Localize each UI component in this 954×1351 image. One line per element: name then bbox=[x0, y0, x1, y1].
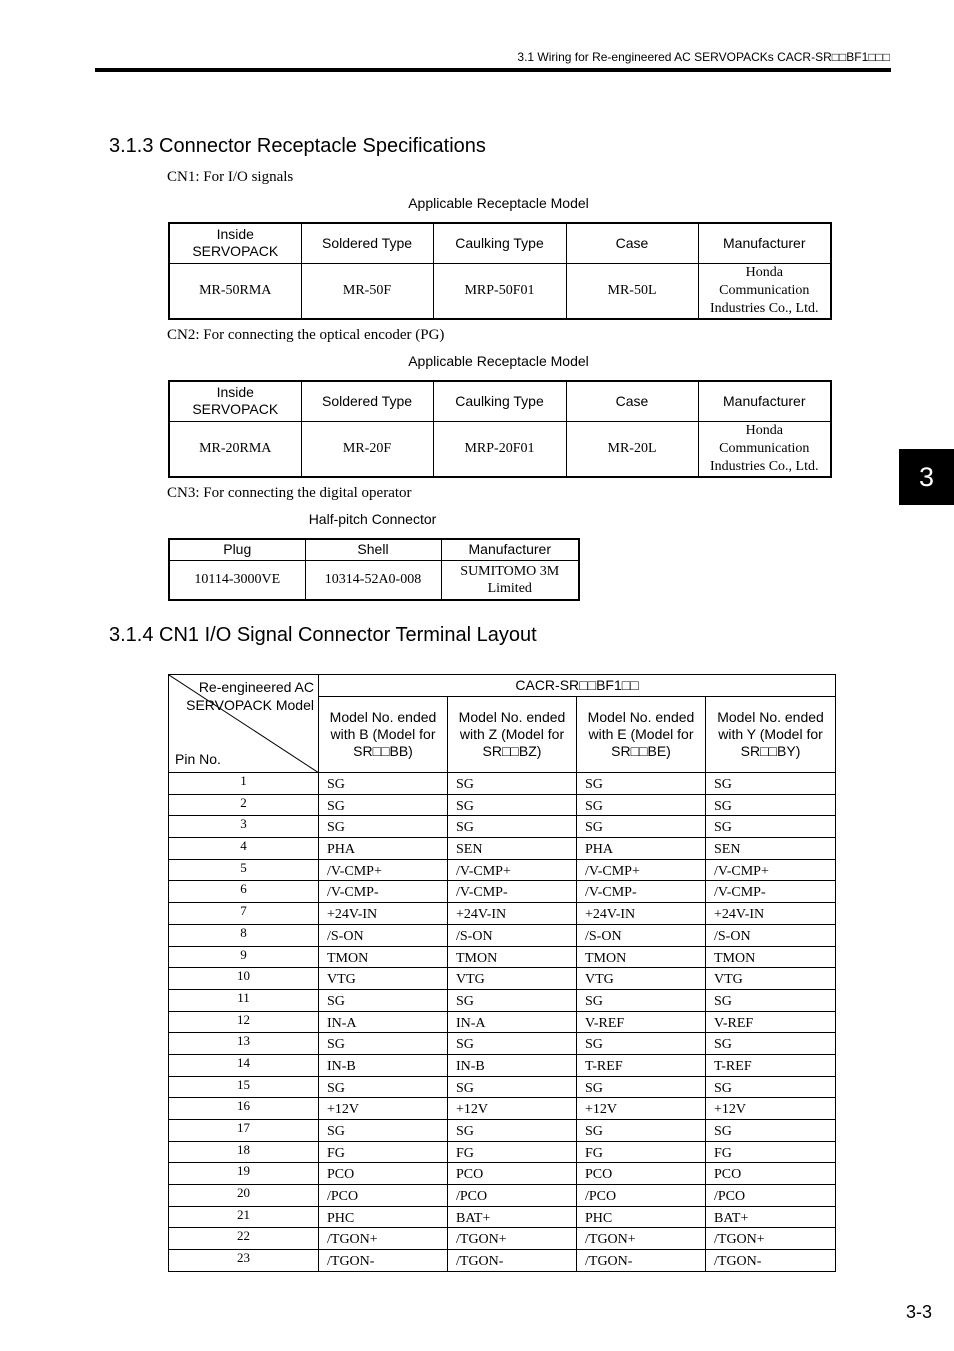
cn2-cell-case: MR-20L bbox=[566, 421, 698, 477]
signal-cell-e: TMON bbox=[577, 946, 706, 968]
signal-cell-y: SG bbox=[706, 794, 836, 816]
signal-cell-e: SG bbox=[577, 794, 706, 816]
signal-cell-y: /PCO bbox=[706, 1185, 836, 1207]
signal-cell-e: +12V bbox=[577, 1098, 706, 1120]
pin-number-cell: 21 bbox=[169, 1206, 319, 1228]
signal-cell-b: SG bbox=[319, 989, 448, 1011]
signal-cell-y: V-REF bbox=[706, 1011, 836, 1033]
pin-number-cell: 10 bbox=[169, 968, 319, 990]
pin-row bbox=[169, 1054, 836, 1076]
signal-cell-y: BAT+ bbox=[706, 1206, 836, 1228]
cn1-cell-inside: MR-50RMA bbox=[169, 263, 301, 319]
model-header-z: Model No. ended with Z (Model for SR□□BZ) bbox=[448, 697, 577, 773]
model-group-header: CACR-SR□□BF1□□ bbox=[319, 675, 836, 697]
corner-header-pin: Pin No. bbox=[175, 751, 221, 767]
model-header-b: Model No. ended with B (Model for SR□□BB) bbox=[319, 697, 448, 773]
pin-number-cell: 22 bbox=[169, 1228, 319, 1250]
pin-number-cell: 11 bbox=[169, 989, 319, 1011]
signal-cell-b: VTG bbox=[319, 968, 448, 990]
pin-number-cell: 12 bbox=[169, 1011, 319, 1033]
cn1-table bbox=[168, 222, 832, 320]
cn2-header-manufacturer: Manufacturer bbox=[698, 381, 831, 421]
signal-cell-y: SG bbox=[706, 989, 836, 1011]
cn3-cell-plug: 10114-3000VE bbox=[169, 560, 305, 600]
signal-cell-z: BAT+ bbox=[448, 1206, 577, 1228]
pin-row bbox=[169, 1250, 836, 1272]
signal-cell-z: SG bbox=[448, 1120, 577, 1142]
cn3-cell-shell: 10314-52A0-008 bbox=[305, 560, 441, 600]
signal-cell-b: SG bbox=[319, 1076, 448, 1098]
signal-cell-b: SG bbox=[319, 816, 448, 838]
signal-cell-z: /V-CMP- bbox=[448, 881, 577, 903]
signal-cell-e: PHC bbox=[577, 1206, 706, 1228]
cn1-header-soldered: Soldered Type bbox=[301, 223, 433, 263]
signal-cell-y: SEN bbox=[706, 838, 836, 860]
signal-cell-e: SG bbox=[577, 773, 706, 795]
signal-cell-e: SG bbox=[577, 989, 706, 1011]
pin-row bbox=[169, 881, 836, 903]
pin-number-cell: 8 bbox=[169, 924, 319, 946]
cn2-table bbox=[168, 380, 832, 478]
signal-cell-y: SG bbox=[706, 1120, 836, 1142]
corner-header-model: Re-engineered AC SERVOPACK Model bbox=[186, 679, 314, 713]
model-header-e: Model No. ended with E (Model for SR□□BE) bbox=[577, 697, 706, 773]
cn3-caption: CN3: For connecting the digital operator bbox=[167, 485, 412, 501]
pin-row bbox=[169, 859, 836, 881]
signal-cell-e: T-REF bbox=[577, 1054, 706, 1076]
signal-cell-y: TMON bbox=[706, 946, 836, 968]
signal-cell-z: /S-ON bbox=[448, 924, 577, 946]
signal-cell-z: PCO bbox=[448, 1163, 577, 1185]
signal-cell-e: /TGON+ bbox=[577, 1228, 706, 1250]
signal-cell-b: /S-ON bbox=[319, 924, 448, 946]
signal-cell-b: IN-B bbox=[319, 1054, 448, 1076]
signal-cell-e: PHA bbox=[577, 838, 706, 860]
signal-cell-z: +24V-IN bbox=[448, 903, 577, 925]
signal-cell-b: /TGON- bbox=[319, 1250, 448, 1272]
pin-row bbox=[169, 1163, 836, 1185]
cn1-header-inside: Inside SERVOPACK bbox=[169, 223, 301, 263]
pin-number-cell: 13 bbox=[169, 1033, 319, 1055]
signal-cell-e: /TGON- bbox=[577, 1250, 706, 1272]
cn3-table-caption: Half-pitch Connector bbox=[308, 511, 437, 527]
running-header: 3.1 Wiring for Re-engineered AC SERVOPACKs CACR-SR□□BF1□□□ bbox=[517, 50, 890, 64]
pin-number-cell: 4 bbox=[169, 838, 319, 860]
pin-number-cell: 2 bbox=[169, 794, 319, 816]
cn2-caption: CN2: For connecting the optical encoder (PG) bbox=[167, 327, 445, 343]
cn1-cell-manufacturer: Honda Communication Industries Co., Ltd. bbox=[698, 263, 831, 319]
cn2-cell-manufacturer: Honda Communication Industries Co., Ltd. bbox=[698, 421, 831, 477]
signal-cell-z: /PCO bbox=[448, 1185, 577, 1207]
signal-cell-z: TMON bbox=[448, 946, 577, 968]
signal-cell-e: V-REF bbox=[577, 1011, 706, 1033]
pin-number-cell: 15 bbox=[169, 1076, 319, 1098]
signal-cell-z: SG bbox=[448, 794, 577, 816]
cn1-cell-caulking: MRP-50F01 bbox=[433, 263, 566, 319]
pin-row bbox=[169, 946, 836, 968]
cn1-caption: CN1: For I/O signals bbox=[167, 169, 294, 185]
signal-cell-b: +12V bbox=[319, 1098, 448, 1120]
pin-number-cell: 23 bbox=[169, 1250, 319, 1272]
signal-cell-z: +12V bbox=[448, 1098, 577, 1120]
cn2-cell-inside: MR-20RMA bbox=[169, 421, 301, 477]
pin-number-cell: 9 bbox=[169, 946, 319, 968]
signal-cell-z: VTG bbox=[448, 968, 577, 990]
chapter-tab: 3 bbox=[899, 449, 954, 505]
signal-cell-b: FG bbox=[319, 1141, 448, 1163]
cn2-header-soldered: Soldered Type bbox=[301, 381, 433, 421]
pin-number-cell: 1 bbox=[169, 773, 319, 795]
signal-cell-y: /S-ON bbox=[706, 924, 836, 946]
pin-row bbox=[169, 968, 836, 990]
cn3-header-manufacturer: Manufacturer bbox=[441, 539, 579, 560]
signal-cell-y: FG bbox=[706, 1141, 836, 1163]
signal-cell-b: /TGON+ bbox=[319, 1228, 448, 1250]
pin-row bbox=[169, 903, 836, 925]
signal-cell-b: /PCO bbox=[319, 1185, 448, 1207]
cn2-cell-soldered: MR-20F bbox=[301, 421, 433, 477]
corner-header-cell bbox=[169, 675, 319, 773]
signal-cell-z: SEN bbox=[448, 838, 577, 860]
signal-cell-e: /PCO bbox=[577, 1185, 706, 1207]
signal-cell-e: +24V-IN bbox=[577, 903, 706, 925]
signal-cell-e: /V-CMP+ bbox=[577, 859, 706, 881]
pin-number-cell: 18 bbox=[169, 1141, 319, 1163]
signal-cell-z: /TGON+ bbox=[448, 1228, 577, 1250]
pin-number-cell: 17 bbox=[169, 1120, 319, 1142]
signal-cell-b: /V-CMP+ bbox=[319, 859, 448, 881]
pin-number-cell: 19 bbox=[169, 1163, 319, 1185]
pin-number-cell: 5 bbox=[169, 859, 319, 881]
pin-row bbox=[169, 838, 836, 860]
cn1-pin-layout-table bbox=[168, 674, 836, 1272]
pin-row bbox=[169, 1033, 836, 1055]
pin-row bbox=[169, 1228, 836, 1250]
signal-cell-e: /V-CMP- bbox=[577, 881, 706, 903]
signal-cell-z: SG bbox=[448, 816, 577, 838]
pin-row bbox=[169, 1185, 836, 1207]
signal-cell-y: SG bbox=[706, 1076, 836, 1098]
pin-number-cell: 3 bbox=[169, 816, 319, 838]
signal-cell-y: /TGON+ bbox=[706, 1228, 836, 1250]
pin-row bbox=[169, 1120, 836, 1142]
signal-cell-e: /S-ON bbox=[577, 924, 706, 946]
pin-row bbox=[169, 989, 836, 1011]
signal-cell-b: PCO bbox=[319, 1163, 448, 1185]
signal-cell-y: SG bbox=[706, 1033, 836, 1055]
cn2-header-case: Case bbox=[566, 381, 698, 421]
cn3-table bbox=[168, 538, 580, 601]
signal-cell-z: FG bbox=[448, 1141, 577, 1163]
signal-cell-b: /V-CMP- bbox=[319, 881, 448, 903]
signal-cell-z: SG bbox=[448, 1076, 577, 1098]
signal-cell-e: SG bbox=[577, 1033, 706, 1055]
signal-cell-y: T-REF bbox=[706, 1054, 836, 1076]
signal-cell-b: SG bbox=[319, 1033, 448, 1055]
signal-cell-e: SG bbox=[577, 1120, 706, 1142]
pin-row bbox=[169, 1206, 836, 1228]
cn2-header-inside: Inside SERVOPACK bbox=[169, 381, 301, 421]
signal-cell-z: IN-A bbox=[448, 1011, 577, 1033]
signal-cell-b: SG bbox=[319, 794, 448, 816]
pin-number-cell: 6 bbox=[169, 881, 319, 903]
cn1-cell-soldered: MR-50F bbox=[301, 263, 433, 319]
pin-row bbox=[169, 773, 836, 795]
signal-cell-z: IN-B bbox=[448, 1054, 577, 1076]
signal-cell-e: SG bbox=[577, 1076, 706, 1098]
cn2-cell-caulking: MRP-20F01 bbox=[433, 421, 566, 477]
signal-cell-b: IN-A bbox=[319, 1011, 448, 1033]
pin-number-cell: 20 bbox=[169, 1185, 319, 1207]
pin-number-cell: 7 bbox=[169, 903, 319, 925]
pin-row bbox=[169, 1076, 836, 1098]
pin-row bbox=[169, 816, 836, 838]
signal-cell-y: SG bbox=[706, 773, 836, 795]
pin-row bbox=[169, 794, 836, 816]
signal-cell-b: TMON bbox=[319, 946, 448, 968]
cn3-cell-manufacturer: SUMITOMO 3M Limited bbox=[441, 560, 579, 600]
signal-cell-y: SG bbox=[706, 816, 836, 838]
signal-cell-e: FG bbox=[577, 1141, 706, 1163]
signal-cell-z: SG bbox=[448, 989, 577, 1011]
section-heading-314: 3.1.4 CN1 I/O Signal Connector Terminal Layout bbox=[109, 624, 537, 646]
signal-cell-b: +24V-IN bbox=[319, 903, 448, 925]
signal-cell-z: SG bbox=[448, 1033, 577, 1055]
signal-cell-b: SG bbox=[319, 1120, 448, 1142]
signal-cell-y: PCO bbox=[706, 1163, 836, 1185]
signal-cell-y: +24V-IN bbox=[706, 903, 836, 925]
signal-cell-z: SG bbox=[448, 773, 577, 795]
pin-number-cell: 14 bbox=[169, 1054, 319, 1076]
cn1-header-case: Case bbox=[566, 223, 698, 263]
signal-cell-b: PHC bbox=[319, 1206, 448, 1228]
cn3-header-plug: Plug bbox=[169, 539, 305, 560]
pin-row bbox=[169, 924, 836, 946]
pin-row bbox=[169, 1098, 836, 1120]
signal-cell-z: /V-CMP+ bbox=[448, 859, 577, 881]
pin-number-cell: 16 bbox=[169, 1098, 319, 1120]
pin-row bbox=[169, 1141, 836, 1163]
cn1-cell-case: MR-50L bbox=[566, 263, 698, 319]
header-rule bbox=[95, 68, 891, 72]
cn1-header-caulking: Caulking Type bbox=[433, 223, 566, 263]
page-number: 3-3 bbox=[905, 1302, 932, 1322]
signal-cell-b: PHA bbox=[319, 838, 448, 860]
signal-cell-e: PCO bbox=[577, 1163, 706, 1185]
cn3-header-shell: Shell bbox=[305, 539, 441, 560]
signal-cell-e: SG bbox=[577, 816, 706, 838]
cn2-header-caulking: Caulking Type bbox=[433, 381, 566, 421]
signal-cell-b: SG bbox=[319, 773, 448, 795]
signal-cell-y: /V-CMP- bbox=[706, 881, 836, 903]
section-heading-313: 3.1.3 Connector Receptacle Specifications bbox=[109, 135, 486, 157]
signal-cell-y: VTG bbox=[706, 968, 836, 990]
model-header-y: Model No. ended with Y (Model for SR□□BY) bbox=[706, 697, 836, 773]
cn1-header-manufacturer: Manufacturer bbox=[698, 223, 831, 263]
signal-cell-y: /TGON- bbox=[706, 1250, 836, 1272]
signal-cell-y: +12V bbox=[706, 1098, 836, 1120]
pin-row bbox=[169, 1011, 836, 1033]
signal-cell-z: /TGON- bbox=[448, 1250, 577, 1272]
cn1-table-caption: Applicable Receptacle Model bbox=[408, 195, 589, 211]
signal-cell-e: VTG bbox=[577, 968, 706, 990]
cn2-table-caption: Applicable Receptacle Model bbox=[408, 353, 589, 369]
signal-cell-y: /V-CMP+ bbox=[706, 859, 836, 881]
